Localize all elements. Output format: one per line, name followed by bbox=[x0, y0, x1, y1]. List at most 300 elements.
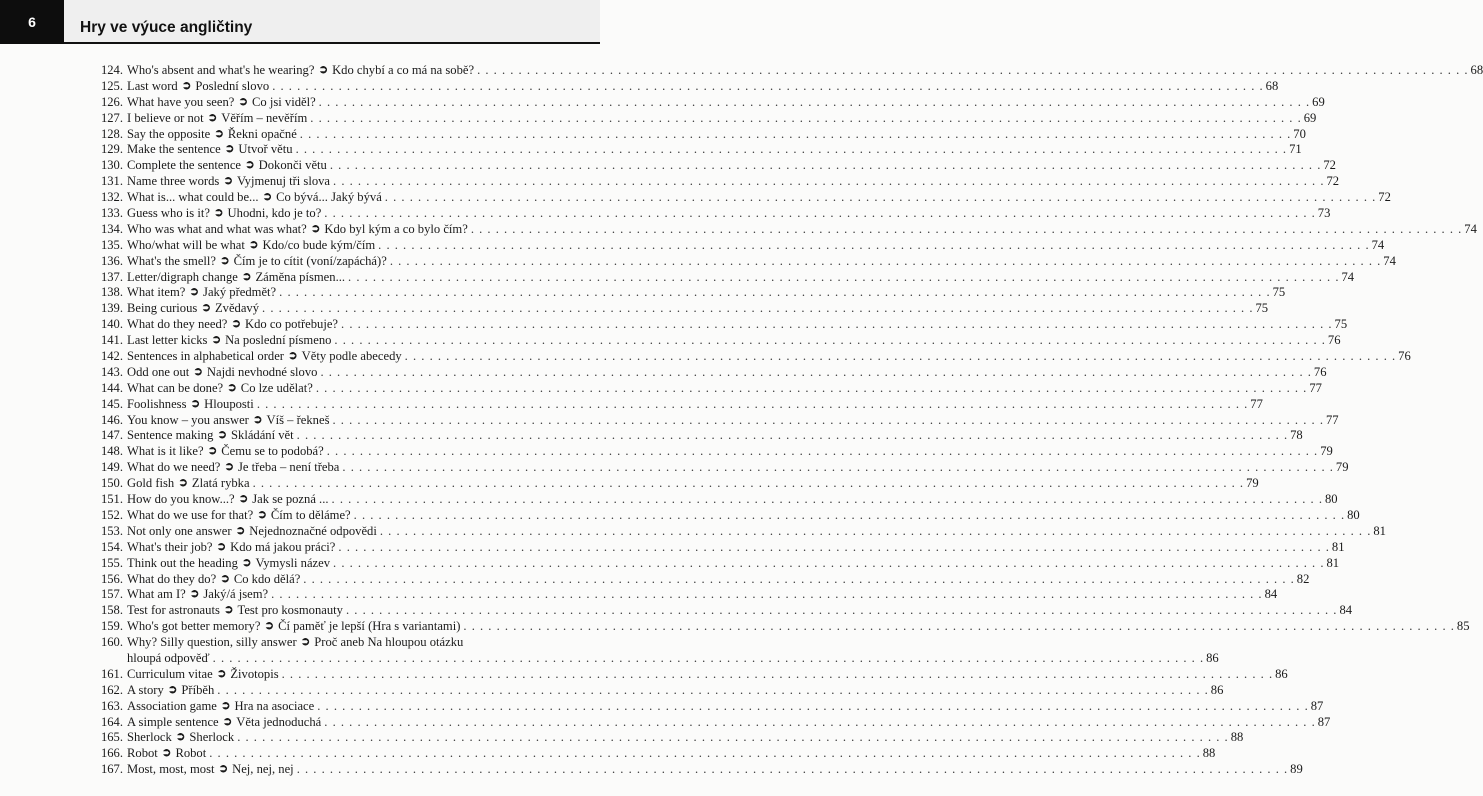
entry-czech-title: Záměna písmen... bbox=[255, 269, 346, 284]
entry-czech-title: Co jsi viděl? bbox=[252, 94, 316, 109]
entry-czech-title: Kdo co potřebuje? bbox=[245, 317, 339, 332]
entry-number: 165. bbox=[100, 730, 123, 745]
entry-page-number: 69 bbox=[1303, 110, 1317, 125]
entry-english-title: Curriculum vitae bbox=[127, 666, 213, 681]
toc-entry[interactable] bbox=[94, 507, 1360, 524]
dot-leader: . . . . . . . . . . . . . . . . . . . . . . . . . . . . . . . . . . . . . . . . . . . . . . . . . . . . . . . . . . . . . . . . . . . . . . . . . . . . . . . . . . . . . . . . . . . . . . . . . . . . . . . . . . . . . . . . . . . . . . . . bbox=[271, 587, 1263, 602]
arrow-icon: ➲ bbox=[288, 350, 298, 363]
entry-english-title: Robot bbox=[127, 746, 158, 761]
entry-czech-title: Řekni opačné bbox=[227, 126, 297, 141]
entry-czech-title: Věta jednoduchá bbox=[236, 714, 322, 729]
entry-english-title: Sherlock bbox=[127, 730, 172, 745]
page-header bbox=[0, 0, 600, 44]
entry-number: 133. bbox=[100, 206, 123, 221]
entry-page-number: 86 bbox=[1275, 666, 1288, 681]
dot-leader: . . . . . . . . . . . . . . . . . . . . . . . . . . . . . . . . . . . . . . . . . . . . . . . . . . . . . . . . . . . . . . . . . . . . . . . . . . . . . . . . . . . . . . . . . . . . . . . . . . . . . . . . . . . . . . . . . . . . . . . . bbox=[331, 492, 1323, 507]
entry-page-number: 76 bbox=[1398, 349, 1411, 364]
dot-leader: . . . . . . . . . . . . . . . . . . . . . . . . . . . . . . . . . . . . . . . . . . . . . . . . . . . . . . . . . . . . . . . . . . . . . . . . . . . . . . . . . . . . . . . . . . . . . . . . . . . . . . . . . . . . . . . . . . . . . . . . bbox=[404, 349, 1397, 364]
toc-entry[interactable] bbox=[94, 142, 1302, 158]
entry-page-number: 84 bbox=[1264, 587, 1278, 602]
toc-entry[interactable] bbox=[94, 587, 1278, 603]
entry-number: 148. bbox=[100, 444, 123, 459]
entry-page-number: 76 bbox=[1313, 364, 1327, 379]
entry-page-number: 82 bbox=[1296, 571, 1310, 586]
dot-leader: . . . . . . . . . . . . . . . . . . . . . . . . . . . . . . . . . . . . . . . . . . . . . . . . . . . . . . . . . . . . . . . . . . . . . . . . . . . . . . . . . . . . . . . . . . . . . . . . . . . . . . . . . . . . . . . . . . . . . . . . bbox=[279, 285, 1271, 300]
entry-english-title: What's the smell? bbox=[127, 253, 216, 268]
entry-czech-title-continued: hloupá odpověď bbox=[127, 650, 210, 665]
entry-czech-title: Sherlock bbox=[189, 730, 235, 745]
entry-czech-title: Proč aneb Na hloupou otázku bbox=[314, 635, 464, 650]
entry-number: 138. bbox=[100, 285, 123, 300]
arrow-icon: ➲ bbox=[241, 270, 252, 283]
entry-czech-title: Kdo chybí a co má na sobě? bbox=[332, 63, 475, 77]
toc-entry[interactable] bbox=[94, 269, 1355, 286]
entry-czech-title: Čím to děláme? bbox=[270, 507, 351, 522]
arrow-icon: ➲ bbox=[201, 302, 211, 315]
toc-entry[interactable] bbox=[94, 158, 1336, 174]
entry-page-number: 88 bbox=[1202, 746, 1216, 761]
entry-page-number: 75 bbox=[1272, 285, 1286, 300]
arrow-icon: ➲ bbox=[223, 604, 234, 617]
arrow-icon: ➲ bbox=[264, 620, 275, 633]
dot-leader: . . . . . . . . . . . . . . . . . . . . . . . . . . . . . . . . . . . . . . . . . . . . . . . . . . . . . . . . . . . . . . . . . . . . . . . . . . . . . . . . . . . . . . . . . . . . . . . . . . . . . . . . . . . . . . . . . . . . . . . . bbox=[477, 63, 1469, 77]
entry-page-number: 70 bbox=[1293, 126, 1306, 141]
toc-entry[interactable] bbox=[94, 94, 1325, 111]
arrow-icon: ➲ bbox=[161, 747, 172, 760]
entry-czech-title: Zvědavý bbox=[214, 301, 260, 316]
entry-czech-title: Zlatá rybka bbox=[191, 476, 250, 491]
toc-entry[interactable] bbox=[94, 174, 1340, 190]
toc-entry[interactable] bbox=[94, 428, 1303, 444]
arrow-icon: ➲ bbox=[207, 111, 218, 124]
entry-page-number: 81 bbox=[1331, 539, 1345, 554]
entry-page-number: 86 bbox=[1210, 682, 1224, 697]
dot-leader: . . . . . . . . . . . . . . . . . . . . . . . . . . . . . . . . . . . . . . . . . . . . . . . . . . . . . . . . . . . . . . . . . . . . . . . . . . . . . . . . . . . . . . . . . . . . . . . . . . . . . . . . . . . . . . . . . . . . . . . . bbox=[334, 333, 1326, 348]
toc-entry[interactable] bbox=[94, 619, 1470, 635]
entry-czech-title: Kdo/co bude kým/čím bbox=[262, 237, 376, 252]
entry-english-title: Being curious bbox=[127, 301, 198, 316]
dot-leader: . . . . . . . . . . . . . . . . . . . . . . . . . . . . . . . . . . . . . . . . . . . . . . . . . . . . . . . . . . . . . . . . . . . . . . . . . . . . . . . . . . . . . . . . . . . . . . . . . . . . . . . . . . . . . . . . . . . . . . . . bbox=[353, 507, 1346, 522]
entry-page-number: 75 bbox=[1255, 301, 1269, 316]
entry-page-number: 81 bbox=[1373, 523, 1386, 538]
entry-page-number: 74 bbox=[1371, 237, 1385, 252]
entry-english-title: Sentence making bbox=[127, 428, 214, 443]
entry-czech-title: Vyjmenuj tři slova bbox=[236, 174, 331, 189]
entry-page-number: 68 bbox=[1470, 63, 1483, 77]
entry-english-title: Foolishness bbox=[127, 396, 187, 411]
entry-czech-title: Příběh bbox=[181, 682, 215, 697]
entry-number: 162. bbox=[100, 682, 123, 697]
entry-english-title: What's their job? bbox=[127, 539, 213, 554]
entry-english-title: Who/what will be what bbox=[127, 237, 245, 252]
entry-czech-title: Robot bbox=[175, 746, 207, 761]
entry-number: 135. bbox=[100, 237, 123, 252]
arrow-icon: ➲ bbox=[241, 556, 252, 569]
dot-leader: . . . . . . . . . . . . . . . . . . . . . . . . . . . . . . . . . . . . . . . . . . . . . . . . . . . . . . . . . . . . . . . . . . . . . . . . . . . . . . . . . . . . . . . . . . . . . . . . . . . . . . . . . . . . . . . . . . . . . . . . bbox=[329, 158, 1322, 173]
dot-leader: . . . . . . . . . . . . . . . . . . . . . . . . . . . . . . . . . . . . . . . . . . . . . . . . . . . . . . . . . . . . . . . . . . . . . . . . . . . . . . . . . . . . . . . . . . . . . . . . . . . . . . . . . . . . . . . . . . . . . . . . bbox=[272, 78, 1264, 93]
toc-entry[interactable] bbox=[94, 603, 1353, 619]
entry-english-title: What is it like? bbox=[127, 444, 204, 459]
entry-number: 157. bbox=[100, 587, 123, 602]
entry-page-number: 79 bbox=[1246, 476, 1259, 491]
arrow-icon: ➲ bbox=[189, 286, 200, 299]
entry-english-title: What do we need? bbox=[127, 460, 221, 475]
entry-number: 128. bbox=[100, 126, 123, 141]
toc-entry[interactable] bbox=[94, 762, 1303, 778]
dot-leader: . . . . . . . . . . . . . . . . . . . . . . . . . . . . . . . . . . . . . . . . . . . . . . . . . . . . . . . . . . . . . . . . . . . . . . . . . . . . . . . . . . . . . . . . . . . . . . . . . . . . . . . . . . . . . . . . . . . . . . . . bbox=[320, 364, 1312, 379]
entry-page-number: 74 bbox=[1341, 269, 1355, 284]
entry-page-number: 80 bbox=[1325, 492, 1338, 507]
entry-number: 141. bbox=[100, 333, 123, 348]
entry-czech-title: Je třeba – není třeba bbox=[238, 460, 340, 475]
entry-page-number: 78 bbox=[1290, 428, 1303, 443]
entry-page-number: 85 bbox=[1456, 619, 1470, 634]
entry-english-title: A simple sentence bbox=[127, 714, 219, 729]
entry-number: 152. bbox=[100, 507, 123, 522]
entry-english-title: Gold fish bbox=[127, 476, 175, 491]
toc-entry[interactable] bbox=[94, 253, 1396, 270]
arrow-icon: ➲ bbox=[178, 477, 188, 490]
entry-english-title: What do they need? bbox=[127, 317, 228, 332]
entry-czech-title: Poslední slovo bbox=[195, 78, 270, 93]
entry-czech-title: Dokonči větu bbox=[258, 158, 327, 173]
entry-english-title: Not only one answer bbox=[127, 523, 232, 538]
entry-number: 127. bbox=[100, 110, 123, 125]
toc-entry[interactable] bbox=[94, 571, 1310, 588]
toc-entry[interactable] bbox=[94, 682, 1224, 699]
entry-czech-title: Jaký předmět? bbox=[203, 285, 277, 300]
arrow-icon: ➲ bbox=[245, 159, 255, 172]
table-of-contents bbox=[94, 63, 1483, 778]
arrow-icon: ➲ bbox=[257, 508, 267, 521]
entry-czech-title: Co lze udělat? bbox=[240, 380, 313, 395]
dot-leader: . . . . . . . . . . . . . . . . . . . . . . . . . . . . . . . . . . . . . . . . . . . . . . . . . . . . . . . . . . . . . . . . . . . . . . . . . . . . . . . . . . . . . . . . . . . . . . . . . . . . . . . . . . . . . . . . . . . . . . . . bbox=[256, 396, 1249, 411]
entry-english-title: Sentences in alphabetical order bbox=[127, 349, 285, 364]
arrow-icon: ➲ bbox=[217, 429, 228, 442]
entry-czech-title: Životopis bbox=[230, 666, 279, 681]
dot-leader: . . . . . . . . . . . . . . . . . . . . . . . . . . . . . . . . . . . . . . . . . . . . . . . . . . . . . . . . . . . . . . . . . . . . . . . . . . . . . . . . . . . . . . . . . . . . . . . . . . . . . . . . . . . . . . . . . . . . . . . . bbox=[252, 476, 1245, 491]
entry-page-number: 88 bbox=[1230, 730, 1244, 745]
arrow-icon: ➲ bbox=[262, 191, 273, 204]
entry-number: 158. bbox=[100, 603, 123, 618]
dot-leader: . . . . . . . . . . . . . . . . . . . . . . . . . . . . . . . . . . . . . . . . . . . . . . . . . . . . . . . . . . . . . . . . . . . . . . . . . . . . . . . . . . . . . . . . . . . . . . . . . . . . . . . . . . . . . . . . . . . . . . . . bbox=[209, 746, 1201, 761]
arrow-icon: ➲ bbox=[211, 334, 222, 347]
arrow-icon: ➲ bbox=[252, 413, 263, 426]
entry-english-title: What have you seen? bbox=[127, 94, 235, 109]
entry-number: 130. bbox=[100, 158, 123, 173]
toc-entry[interactable] bbox=[94, 555, 1340, 572]
toc-entry[interactable] bbox=[94, 333, 1341, 349]
entry-number: 167. bbox=[100, 762, 123, 777]
toc-entry[interactable] bbox=[94, 126, 1306, 143]
entry-page-number: 77 bbox=[1325, 412, 1339, 427]
dot-leader: . . . . . . . . . . . . . . . . . . . . . . . . . . . . . . . . . . . . . . . . . . . . . . . . . . . . . . . . . . . . . . . . . . . . . . . . . . . . . . . . . . . . . . . . . . . . . . . . . . . . . . . . . . . . . . . . . . . . . . . . bbox=[281, 666, 1274, 681]
entry-number: 147. bbox=[100, 428, 123, 443]
entry-number: 132. bbox=[100, 190, 123, 205]
entry-english-title: Odd one out bbox=[127, 364, 190, 379]
entry-number: 143. bbox=[100, 364, 123, 379]
entry-number: 160. bbox=[100, 635, 123, 650]
arrow-icon: ➲ bbox=[222, 715, 233, 728]
entry-english-title: Say the opposite bbox=[127, 126, 211, 141]
entry-number: 150. bbox=[100, 476, 123, 491]
entry-english-title: What do they do? bbox=[127, 571, 217, 586]
toc-entry[interactable] bbox=[94, 364, 1327, 381]
arrow-icon: ➲ bbox=[181, 79, 192, 92]
entry-page-number: 69 bbox=[1312, 94, 1325, 109]
entry-number: 161. bbox=[100, 666, 123, 681]
dot-leader: . . . . . . . . . . . . . . . . . . . . . . . . . . . . . . . . . . . . . . . . . . . . . . . . . . . . . . . . . . . . . . . . . . . . . . . . . . . . . . . . . . . . . . . . . . . . . . . . . . . . . . . . . . . . . . . . . . . . . . . . bbox=[324, 206, 1316, 221]
entry-english-title: Make the sentence bbox=[127, 142, 221, 157]
dot-leader: . . . . . . . . . . . . . . . . . . . . . . . . . . . . . . . . . . . . . . . . . . . . . . . . . . . . . . . . . . . . . . . . . . . . . . . . . . . . . . . . . . . . . . . . . . . . . . . . . . . . . . . . . . . . . . . . . . . . . . . . bbox=[338, 539, 1330, 554]
dot-leader: . . . . . . . . . . . . . . . . . . . . . . . . . . . . . . . . . . . . . . . . . . . . . . . . . . . . . . . . . . . . . . . . . . . . . . . . . . . . . . . . . . . . . . . . . . . . . . . . . . . . . . . . . . . . . . . . . . . . . . . . bbox=[212, 650, 1205, 665]
entry-czech-title: Věty podle abecedy bbox=[301, 349, 402, 364]
entry-english-title: Who's got better memory? bbox=[127, 619, 261, 634]
toc-entry[interactable] bbox=[94, 698, 1324, 715]
entry-english-title: I believe or not bbox=[127, 110, 204, 125]
arrow-icon: ➲ bbox=[220, 254, 230, 267]
entry-czech-title: Kdo má jakou práci? bbox=[230, 539, 336, 554]
entry-english-title: Letter/digraph change bbox=[127, 269, 238, 284]
entry-english-title: What can be done? bbox=[127, 380, 224, 395]
dot-leader: . . . . . . . . . . . . . . . . . . . . . . . . . . . . . . . . . . . . . . . . . . . . . . . . . . . . . . . . . . . . . . . . . . . . . . . . . . . . . . . . . . . . . . . . . . . . . . . . . . . . . . . . . . . . . . . . . . . . . . . . bbox=[341, 317, 1333, 332]
entry-czech-title: Uhodni, kdo je to? bbox=[227, 206, 322, 221]
entry-english-title: Who's absent and what's he wearing? bbox=[127, 63, 315, 77]
toc-entry[interactable] bbox=[94, 666, 1288, 683]
dot-leader: . . . . . . . . . . . . . . . . . . . . . . . . . . . . . . . . . . . . . . . . . . . . . . . . . . . . . . . . . . . . . . . . . . . . . . . . . . . . . . . . . . . . . . . . . . . . . . . . . . . . . . . . . . . . . . . . . . . . . . . . bbox=[303, 571, 1295, 586]
entry-number: 137. bbox=[100, 269, 123, 284]
dot-leader: . . . . . . . . . . . . . . . . . . . . . . . . . . . . . . . . . . . . . . . . . . . . . . . . . . . . . . . . . . . . . . . . . . . . . . . . . . . . . . . . . . . . . . . . . . . . . . . . . . . . . . . . . . . . . . . . . . . . . . . . bbox=[217, 682, 1209, 697]
toc-entry[interactable] bbox=[94, 206, 1331, 222]
entry-english-title: Name three words bbox=[127, 174, 220, 189]
toc-entry[interactable] bbox=[94, 237, 1385, 254]
dot-leader: . . . . . . . . . . . . . . . . . . . . . . . . . . . . . . . . . . . . . . . . . . . . . . . . . . . . . . . . . . . . . . . . . . . . . . . . . . . . . . . . . . . . . . . . . . . . . . . . . . . . . . . . . . . . . . . . . . . . . . . . bbox=[463, 619, 1455, 634]
arrow-icon: ➲ bbox=[193, 365, 203, 378]
toc-entry[interactable] bbox=[94, 317, 1348, 333]
entry-number: 154. bbox=[100, 539, 123, 554]
page-number: 6 bbox=[0, 0, 64, 44]
entry-number: 155. bbox=[100, 555, 123, 570]
toc-entry[interactable] bbox=[94, 635, 1219, 667]
entry-number: 145. bbox=[100, 396, 123, 411]
entry-czech-title: Čemu se to podobá? bbox=[221, 444, 324, 459]
arrow-icon: ➲ bbox=[310, 222, 321, 235]
entry-czech-title: Hra na asociace bbox=[234, 698, 315, 713]
entry-english-title: What is... what could be... bbox=[127, 190, 259, 205]
arrow-icon: ➲ bbox=[220, 572, 230, 585]
dot-leader: . . . . . . . . . . . . . . . . . . . . . . . . . . . . . . . . . . . . . . . . . . . . . . . . . . . . . . . . . . . . . . . . . . . . . . . . . . . . . . . . . . . . . . . . . . . . . . . . . . . . . . . . . . . . . . . . . . . . . . . . bbox=[348, 269, 1340, 284]
dot-leader: . . . . . . . . . . . . . . . . . . . . . . . . . . . . . . . . . . . . . . . . . . . . . . . . . . . . . . . . . . . . . . . . . . . . . . . . . . . . . . . . . . . . . . . . . . . . . . . . . . . . . . . . . . . . . . . . . . . . . . . . bbox=[324, 714, 1316, 729]
arrow-icon: ➲ bbox=[227, 381, 237, 394]
toc-entry[interactable] bbox=[94, 444, 1333, 460]
entry-czech-title: Víš – řekneš bbox=[266, 412, 330, 427]
entry-page-number: 84 bbox=[1339, 603, 1353, 618]
entry-number: 146. bbox=[100, 412, 123, 427]
entry-page-number: 72 bbox=[1323, 158, 1336, 173]
entry-page-number: 68 bbox=[1265, 78, 1279, 93]
arrow-icon: ➲ bbox=[248, 238, 259, 251]
arrow-icon: ➲ bbox=[224, 143, 235, 156]
entry-number: 134. bbox=[100, 221, 123, 236]
entry-number: 159. bbox=[100, 619, 123, 634]
entry-number: 156. bbox=[100, 571, 123, 586]
entry-number: 163. bbox=[100, 698, 123, 713]
arrow-icon: ➲ bbox=[300, 636, 311, 649]
toc-entry[interactable] bbox=[94, 476, 1259, 492]
entry-page-number: 81 bbox=[1326, 555, 1340, 570]
entry-english-title: How do you know...? bbox=[127, 492, 235, 507]
entry-english-title: Think out the heading bbox=[127, 555, 238, 570]
entry-page-number: 89 bbox=[1290, 762, 1303, 777]
dot-leader: . . . . . . . . . . . . . . . . . . . . . . . . . . . . . . . . . . . . . . . . . . . . . . . . . . . . . . . . . . . . . . . . . . . . . . . . . . . . . . . . . . . . . . . . . . . . . . . . . . . . . . . . . . . . . . . . . . . . . . . . bbox=[299, 126, 1292, 141]
entry-page-number: 74 bbox=[1464, 221, 1477, 236]
arrow-icon: ➲ bbox=[216, 667, 227, 680]
dot-leader: . . . . . . . . . . . . . . . . . . . . . . . . . . . . . . . . . . . . . . . . . . . . . . . . . . . . . . . . . . . . . . . . . . . . . . . . . . . . . . . . . . . . . . . . . . . . . . . . . . . . . . . . . . . . . . . . . . . . . . . . bbox=[296, 762, 1289, 777]
entry-english-title: A story bbox=[127, 682, 164, 697]
dot-leader: . . . . . . . . . . . . . . . . . . . . . . . . . . . . . . . . . . . . . . . . . . . . . . . . . . . . . . . . . . . . . . . . . . . . . . . . . . . . . . . . . . . . . . . . . . . . . . . . . . . . . . . . . . . . . . . . . . . . . . . . bbox=[262, 301, 1254, 316]
entry-number: 139. bbox=[100, 301, 123, 316]
entry-english-title: Test for astronauts bbox=[127, 603, 220, 618]
entry-english-title: Complete the sentence bbox=[127, 158, 242, 173]
entry-czech-title: Nejednoznačné odpovědi bbox=[249, 523, 377, 538]
running-title: Hry ve výuce angličtiny bbox=[80, 19, 253, 36]
arrow-icon: ➲ bbox=[223, 175, 233, 188]
arrow-icon: ➲ bbox=[318, 64, 329, 76]
arrow-icon: ➲ bbox=[214, 127, 224, 140]
entry-page-number: 73 bbox=[1317, 206, 1331, 221]
entry-czech-title: Kdo byl kým a co bylo čím? bbox=[324, 221, 468, 236]
entry-page-number: 75 bbox=[1334, 317, 1348, 332]
entry-english-title: Last letter kicks bbox=[127, 333, 208, 348]
entry-page-number: 87 bbox=[1310, 698, 1324, 713]
entry-english-title: What am I? bbox=[127, 587, 186, 602]
entry-page-number: 71 bbox=[1289, 142, 1302, 157]
dot-leader: . . . . . . . . . . . . . . . . . . . . . . . . . . . . . . . . . . . . . . . . . . . . . . . . . . . . . . . . . . . . . . . . . . . . . . . . . . . . . . . . . . . . . . . . . . . . . . . . . . . . . . . . . . . . . . . . . . . . . . . . bbox=[332, 412, 1324, 427]
entry-english-title: Last word bbox=[127, 78, 178, 93]
toc-entry[interactable] bbox=[94, 539, 1345, 556]
toc-entry[interactable] bbox=[94, 380, 1322, 397]
toc-entry[interactable] bbox=[94, 492, 1338, 508]
arrow-icon: ➲ bbox=[218, 763, 229, 776]
entry-czech-title: Nej, nej, nej bbox=[232, 762, 294, 777]
toc-entry[interactable] bbox=[94, 190, 1391, 206]
entry-page-number: 79 bbox=[1320, 444, 1333, 459]
entry-page-number: 86 bbox=[1206, 650, 1219, 665]
entry-page-number: 87 bbox=[1317, 714, 1331, 729]
entry-page-number: 79 bbox=[1335, 460, 1349, 475]
entry-number: 136. bbox=[100, 253, 123, 268]
dot-leader: . . . . . . . . . . . . . . . . . . . . . . . . . . . . . . . . . . . . . . . . . . . . . . . . . . . . . . . . . . . . . . . . . . . . . . . . . . . . . . . . . . . . . . . . . . . . . . . . . . . . . . . . . . . . . . . . . . . . . . . . bbox=[296, 428, 1289, 443]
entry-czech-title: Co kdo dělá? bbox=[233, 571, 301, 586]
entry-english-title: Association game bbox=[127, 698, 217, 713]
entry-page-number: 76 bbox=[1327, 333, 1341, 348]
dot-leader: . . . . . . . . . . . . . . . . . . . . . . . . . . . . . . . . . . . . . . . . . . . . . . . . . . . . . . . . . . . . . . . . . . . . . . . . . . . . . . . . . . . . . . . . . . . . . . . . . . . . . . . . . . . . . . . . . . . . . . . . bbox=[378, 237, 1370, 252]
entry-czech-title: Skládání vět bbox=[231, 428, 294, 443]
dot-leader: . . . . . . . . . . . . . . . . . . . . . . . . . . . . . . . . . . . . . . . . . . . . . . . . . . . . . . . . . . . . . . . . . . . . . . . . . . . . . . . . . . . . . . . . . . . . . . . . . . . . . . . . . . . . . . . . . . . . . . . . bbox=[470, 221, 1463, 236]
arrow-icon: ➲ bbox=[190, 397, 201, 410]
entry-english-title: Most, most, most bbox=[127, 762, 215, 777]
toc-entry[interactable] bbox=[94, 412, 1339, 429]
entry-number: 166. bbox=[100, 746, 123, 761]
entry-number: 140. bbox=[100, 317, 123, 332]
toc-entry[interactable] bbox=[94, 301, 1269, 317]
toc-entry[interactable] bbox=[94, 285, 1286, 301]
arrow-icon: ➲ bbox=[189, 588, 200, 601]
toc-entry[interactable] bbox=[94, 730, 1244, 746]
toc-entry[interactable] bbox=[94, 746, 1216, 762]
arrow-icon: ➲ bbox=[175, 731, 186, 744]
dot-leader: . . . . . . . . . . . . . . . . . . . . . . . . . . . . . . . . . . . . . . . . . . . . . . . . . . . . . . . . . . . . . . . . . . . . . . . . . . . . . . . . . . . . . . . . . . . . . . . . . . . . . . . . . . . . . . . . . . . . . . . . bbox=[326, 444, 1319, 459]
header-rule bbox=[64, 42, 600, 44]
dot-leader: . . . . . . . . . . . . . . . . . . . . . . . . . . . . . . . . . . . . . . . . . . . . . . . . . . . . . . . . . . . . . . . . . . . . . . . . . . . . . . . . . . . . . . . . . . . . . . . . . . . . . . . . . . . . . . . . . . . . . . . . bbox=[315, 380, 1308, 395]
entry-number: 142. bbox=[100, 349, 123, 364]
entry-czech-title: Čí paměť je lepší (Hra s variantami) bbox=[278, 619, 461, 634]
entry-czech-title: Věřím – nevěřím bbox=[221, 110, 308, 125]
toc-entry[interactable] bbox=[94, 221, 1477, 238]
dot-leader: . . . . . . . . . . . . . . . . . . . . . . . . . . . . . . . . . . . . . . . . . . . . . . . . . . . . . . . . . . . . . . . . . . . . . . . . . . . . . . . . . . . . . . . . . . . . . . . . . . . . . . . . . . . . . . . . . . . . . . . . bbox=[342, 460, 1334, 475]
entry-english-title: Why? Silly question, silly answer bbox=[127, 635, 297, 650]
entry-number: 124. bbox=[100, 63, 123, 77]
toc-entry[interactable] bbox=[94, 396, 1263, 413]
toc-entry[interactable] bbox=[94, 110, 1317, 127]
entry-number: 126. bbox=[100, 94, 123, 109]
dot-leader: . . . . . . . . . . . . . . . . . . . . . . . . . . . . . . . . . . . . . . . . . . . . . . . . . . . . . . . . . . . . . . . . . . . . . . . . . . . . . . . . . . . . . . . . . . . . . . . . . . . . . . . . . . . . . . . . . . . . . . . . bbox=[384, 190, 1377, 205]
arrow-icon: ➲ bbox=[167, 683, 178, 696]
dot-leader: . . . . . . . . . . . . . . . . . . . . . . . . . . . . . . . . . . . . . . . . . . . . . . . . . . . . . . . . . . . . . . . . . . . . . . . . . . . . . . . . . . . . . . . . . . . . . . . . . . . . . . . . . . . . . . . . . . . . . . . . bbox=[333, 555, 1325, 570]
entry-english-title: What item? bbox=[127, 285, 186, 300]
dot-leader: . . . . . . . . . . . . . . . . . . . . . . . . . . . . . . . . . . . . . . . . . . . . . . . . . . . . . . . . . . . . . . . . . . . . . . . . . . . . . . . . . . . . . . . . . . . . . . . . . . . . . . . . . . . . . . . . . . . . . . . . bbox=[295, 142, 1288, 157]
dot-leader: . . . . . . . . . . . . . . . . . . . . . . . . . . . . . . . . . . . . . . . . . . . . . . . . . . . . . . . . . . . . . . . . . . . . . . . . . . . . . . . . . . . . . . . . . . . . . . . . . . . . . . . . . . . . . . . . . . . . . . . . bbox=[310, 110, 1302, 125]
entry-number: 149. bbox=[100, 460, 123, 475]
toc-entry[interactable] bbox=[94, 78, 1279, 95]
toc-entry[interactable] bbox=[94, 714, 1331, 731]
arrow-icon: ➲ bbox=[220, 699, 231, 712]
toc-entry[interactable] bbox=[94, 460, 1349, 476]
entry-czech-title: Test pro kosmonauty bbox=[237, 603, 343, 618]
dot-leader: . . . . . . . . . . . . . . . . . . . . . . . . . . . . . . . . . . . . . . . . . . . . . . . . . . . . . . . . . . . . . . . . . . . . . . . . . . . . . . . . . . . . . . . . . . . . . . . . . . . . . . . . . . . . . . . . . . . . . . . . bbox=[318, 94, 1311, 109]
arrow-icon: ➲ bbox=[207, 445, 218, 458]
entry-number: 144. bbox=[100, 380, 123, 395]
toc-entry[interactable] bbox=[94, 63, 1483, 79]
dot-leader: . . . . . . . . . . . . . . . . . . . . . . . . . . . . . . . . . . . . . . . . . . . . . . . . . . . . . . . . . . . . . . . . . . . . . . . . . . . . . . . . . . . . . . . . . . . . . . . . . . . . . . . . . . . . . . . . . . . . . . . . bbox=[317, 698, 1309, 713]
dot-leader: . . . . . . . . . . . . . . . . . . . . . . . . . . . . . . . . . . . . . . . . . . . . . . . . . . . . . . . . . . . . . . . . . . . . . . . . . . . . . . . . . . . . . . . . . . . . . . . . . . . . . . . . . . . . . . . . . . . . . . . . bbox=[237, 730, 1229, 745]
arrow-icon: ➲ bbox=[216, 540, 227, 553]
arrow-icon: ➲ bbox=[235, 524, 246, 537]
toc-entry[interactable] bbox=[94, 349, 1411, 365]
entry-czech-title: Jak se pozná ... bbox=[252, 492, 329, 507]
entry-czech-title: Co bývá... Jaký bývá bbox=[276, 190, 382, 205]
entry-czech-title: Najdi nevhodné slovo bbox=[206, 364, 318, 379]
entry-page-number: 72 bbox=[1326, 174, 1340, 189]
arrow-icon: ➲ bbox=[231, 318, 241, 331]
entry-english-title: What do we use for that? bbox=[127, 507, 254, 522]
entry-czech-title: Čím je to cítit (voní/zapáchá)? bbox=[233, 253, 387, 268]
entry-page-number: 77 bbox=[1250, 396, 1263, 411]
entry-page-number: 72 bbox=[1378, 190, 1391, 205]
entry-number: 151. bbox=[100, 492, 123, 507]
arrow-icon: ➲ bbox=[238, 493, 249, 506]
entry-number: 164. bbox=[100, 714, 123, 729]
dot-leader: . . . . . . . . . . . . . . . . . . . . . . . . . . . . . . . . . . . . . . . . . . . . . . . . . . . . . . . . . . . . . . . . . . . . . . . . . . . . . . . . . . . . . . . . . . . . . . . . . . . . . . . . . . . . . . . . . . . . . . . . bbox=[345, 603, 1338, 618]
dot-leader: . . . . . . . . . . . . . . . . . . . . . . . . . . . . . . . . . . . . . . . . . . . . . . . . . . . . . . . . . . . . . . . . . . . . . . . . . . . . . . . . . . . . . . . . . . . . . . . . . . . . . . . . . . . . . . . . . . . . . . . . bbox=[379, 523, 1372, 538]
entry-english-title: You know – you answer bbox=[127, 412, 249, 427]
entry-number: 129. bbox=[100, 142, 123, 157]
entry-number: 153. bbox=[100, 523, 123, 538]
toc-entry[interactable] bbox=[94, 523, 1386, 540]
dot-leader: . . . . . . . . . . . . . . . . . . . . . . . . . . . . . . . . . . . . . . . . . . . . . . . . . . . . . . . . . . . . . . . . . . . . . . . . . . . . . . . . . . . . . . . . . . . . . . . . . . . . . . . . . . . . . . . . . . . . . . . . bbox=[389, 253, 1382, 268]
dot-leader: . . . . . . . . . . . . . . . . . . . . . . . . . . . . . . . . . . . . . . . . . . . . . . . . . . . . . . . . . . . . . . . . . . . . . . . . . . . . . . . . . . . . . . . . . . . . . . . . . . . . . . . . . . . . . . . . . . . . . . . . bbox=[333, 174, 1325, 189]
entry-czech-title: Na poslední písmeno bbox=[225, 333, 332, 348]
